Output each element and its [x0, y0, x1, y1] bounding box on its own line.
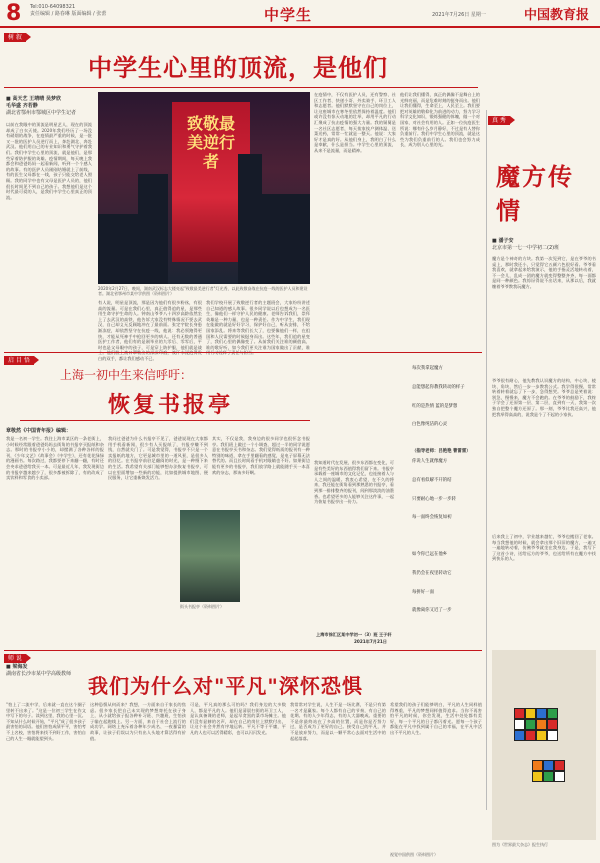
story3-col-2: 这种恐惧从何而来？我想，一方面来自于家长的焦虑。很多家长把自己未实现的梦想寄托在孩子身上，从小就给孩子报各种补习班、兴趣班，生怕孩子输在起跑线上。另一方面，来自于社会上流行的成功学。网络上充斥着各种年少成名、一夜暴富的故事，让孩子们误以为只有出人头地才算活得有价值。: [90, 702, 186, 741]
poem-col-1: 魔方是个神奇的方块。我第一次见到它，是在爷爷的书桌上，那时我还小，只觉得它五颜六色很好看。爷爷看我喜欢，就拿起来给我演示，他的手指灵活地转动着，不一会儿，乱成一团的魔方就变得整整齐齐，每一面都是同一种颜色。我惊讶得说不出话来，从那以后，我就缠着爷爷教我玩魔方。: [492, 256, 596, 289]
cube-square: [525, 719, 536, 730]
verse-line: 我仍会在夜里转动它: [412, 571, 452, 577]
cube-square: [514, 730, 525, 741]
story2-date: 2021年7月21日: [354, 639, 387, 644]
verse-line: 红的是热情 蓝的是梦想: [412, 403, 458, 409]
cube-caption: 图为《世界最大杂志》报生执行: [492, 842, 548, 847]
story3-author: ■ 梁海发: [6, 664, 28, 670]
cube-square: [547, 708, 558, 719]
header-meta: [30, 4, 106, 18]
cube-square: [532, 771, 543, 782]
verse-line: [412, 441, 465, 447]
top-story-col-3: 我们学校开展了致敬逆行者的主题班会，大家纷纷讲述自己知道的感人故事。很多同学说以后也想成为一名医生，像他们一样守护人民的健康。老师告诉我们，崇拜英雄是一种力量，也是一种责任。作为中学生，我们现在能做的就是好好学习，保护好自己，听从安排，不给国家添乱。将来等我们长大了，也要像他们一样，在祖国和人民需要的时候挺身而出。这些年，我们追的星变了，我们心里的偶像变了。从前我们关注谁的颜值高、谁的歌好听，如今我们更关注谁为国家做出了贡献，谁: [206, 300, 310, 350]
poem-col-2: 爷爷很有耐心，他先教我认识魔方的结构，中心块、棱块、角块，然后一步一步教我公式。我学得很慢，常常转着转着就忘了下一步，急得想哭。爷爷总是笑着说：别急，慢慢来，魔方不会跑的。在爷爷的鼓励下，我终于学会了还原第一层、第二层，直到有一天，我第一次独自把整个魔方还原了。那一刻，爷爷比我还高兴，他把我举得高高的，说我是个了不起的小家伙。: [492, 378, 596, 417]
story2-photo-caption: 街头书报亭（资料图片）: [180, 604, 224, 609]
top-story-photo: [98, 92, 310, 284]
masthead-logo: 中国教育报: [524, 8, 590, 23]
photo-building: [258, 194, 310, 284]
verse-line: 总能想起你教我转动的样子: [412, 385, 465, 391]
cube-square: [525, 708, 536, 719]
rubiks-cube-photo: [492, 650, 596, 840]
story2-tag: 启 目 悟: [4, 356, 34, 365]
story3-tag: 师 说: [4, 654, 26, 663]
story3-affiliation: 湖南省长沙市某中学高级教师: [6, 671, 72, 677]
top-headline: 中学生心里的顶流，是他们: [88, 53, 388, 82]
headline-rule: [4, 87, 478, 88]
top-story-col-2: 有人说，明星是顶流，那是因为他们有很多粉丝，有很高的流量。可是在我们心里，真正值得追的星，是那些用生命守护生命的人。钟南山爷爷八十四岁高龄依然坐上了去武汉的高铁，他告诉大家没有特殊情况不要去武汉，自己却义无反顾地冲在了最前面。张定宇院长身患渐冻症，却依然坚守在抗疫一线，他说：我必须跑得更快，才能从死神手中抢回更多的病人。还有无数的普通医护工作者，他们有的是刚毕业的九零后、零零后，平时也是父母眼中的孩子，可是穿上防护服，他们就是战 白的双手，都让我们感动不已。: [98, 300, 202, 361]
cube-square: [536, 730, 547, 741]
cube-square: [547, 719, 558, 730]
story3-col-1: "怕上了二流中学，后来就一直在这个圈子里转不出来了。"这是一位初三学生在作文中写下的句子。读到这里，我的心里一沉。不知从什么时候开始，"平凡"成了很多孩子最害怕的词语。他们害怕成绩平平，害怕考不上名校，害怕将来找不到好工作，害怕自己的人生一眼就能望到头。: [6, 702, 86, 741]
cube-square: [532, 760, 543, 771]
story2-intro: 上海一初中生来信呼吁：: [60, 368, 193, 382]
poem-title: 魔方传情: [496, 162, 574, 225]
story2-headline-rule: [20, 420, 310, 421]
cube-square: [543, 760, 554, 771]
byline-affiliation: 湖北省鄂州市鄂城区中学生记者: [6, 110, 77, 116]
cube-square: [554, 771, 565, 782]
verse-line: 每次我拿起魔方: [412, 366, 443, 372]
top-story-col-4: 在疫情中，不仅有医护人员，还有警察、社区工作者、快递小哥、外卖骑手、环卫工人和志愿者。他们默默坚守在自己的岗位上，让这座城市在寒冬里依然保持着温度。他们或许没有惊天动地的壮举，却用平凡的行动汇聚成了抗击疫情的强大力量。我的舅舅是一名社区志愿者，每天挨家挨户测体温、送菜送药，常常一忙就是一整天。他说：大家好才是真的好。从他们身上，我明白了什么是奉献，什么是担当。中学生心里的顶流，从来不是流量，而是精神。: [314, 92, 396, 153]
cube-square: [543, 771, 554, 782]
poem-signature: （指导老师：吕艳艳 曹雷雷）: [412, 449, 471, 454]
top-story-col-5: 他们让我们懂得，真正的偶像不是舞台上的光鲜亮丽，而是危难时刻的挺身而出。他们让我们懂得，生命至上，人民至上。我们要把对英雄的敬仰化为前进的动力，努力学习科学文化知识，锻炼强健的体魄，做一个对国家、对社会有用的人。正如一位抗疫医生所说：哪有什么岁月静好，不过是有人替你负重前行。我们中学生心里的顶流，就是这些为我们负重前行的人。我们也会努力成长，成为别人心里的光。: [400, 92, 480, 148]
photo-building: [238, 154, 262, 284]
verse-line: [412, 534, 465, 540]
photo-banner-text: 致敬最美逆行者: [186, 114, 235, 171]
story3-col-3: 可是，平凡真的那么可怕吗？我们身边的大多数人，都是平凡的人。他们是清晨扫街的环卫工人，是认真备课的老师，是起早贪黑的菜市场摊主。他们没有显赫的名声，却在自己的岗位上默默付出，让这个社会井然有序地运转。平凡不等于平庸，平凡的人也可以活得精彩，也可以闪闪发光。: [190, 702, 286, 735]
story2-byline: 章敬然《中国青年报》编辑：: [6, 428, 72, 434]
photo-building: [138, 174, 168, 284]
cube-square: [536, 708, 547, 719]
cube-square: [514, 719, 525, 730]
cube-square: [554, 760, 565, 771]
header-phone: Tel:010-64098321: [30, 4, 76, 10]
cube-square: [536, 719, 547, 730]
story3-col-4: 我常常对学生说，人生不是一场比赛，不是只有第一名才是赢家。每个人都有自己的节奏，有自己的花期。有的人少年得志，有的人大器晚成。重要的不是你最终站在了多高的位置，而是你是否努力过，是否成为了更好的自己。接受自己的平凡，并不是放弃努力，而是以一颗平常心去面对生活中的起起落落。: [290, 702, 386, 741]
top-story-col-1: 以前在我眼中的顶流是明星艺人，现在的顶流却成了白衣天使。2020年我们经历了一场没有硝烟的战争，在疫情最严重的时候，是一批又一批的医护人员逆行而上，奔赴湖北、奔赴武汉。他们用自己的专业知识和勇气守护着我们。我们中学生心里的顶流，就是他们，是那些穿着防护服的英雄。疫情期间，每天晚上我都会和爸爸妈妈一起看新闻，听到一个个感人的故事。有的医护人员刚刚结婚就上了前线，有的医生父母都在一线，孩子只能交给老人照顾。我的同学中也有父母是医护人员的，他们很长时间见不到自己的孩子。我想他们是这个时代最可爱的人，是我们中学生心里真正的顶流。: [6, 122, 92, 200]
story2-photo: [180, 510, 240, 602]
verse-line: 每拼好一面: [412, 589, 434, 595]
verse-line: 每一面终会恢复如初: [412, 515, 452, 521]
story2-headline: 恢复书报亭: [108, 392, 234, 418]
byline-names: ■ 高天艺 王靖晴 吴梦欣: [6, 96, 61, 102]
column-divider: [486, 110, 487, 810]
page-number: 8: [6, 1, 22, 26]
story2-signature: 上海市徐汇区某中学初一（3）班 王子轩: [316, 632, 392, 637]
cube-square: [547, 730, 558, 741]
story2-col-1: 我是一名初一学生。我住上海市某区的一条老街上，小时候经常跟着爸爸妈妈去街角的书报亭买报纸和杂志。那时的书报亭小小的，却摆满了各种各样的报刊，《少年文艺》《故事会》《中学生》，还有花花绿绿的漫画书。每次路过，我都要停下来翻一翻，有时还会央求爸爸给我买一本。可是最近几年，我发现街边的书报亭越来越少了，很多都被拆除了，有的改成了卖饮料和零食的小卖部。: [6, 436, 104, 481]
poem-col-3: 后来我上了初中，学业越来越忙，爷爷也搬回了老家。每当我想他的时候，就会拿出那个旧旧的魔方，一遍又一遍地转动着，仿佛爷爷就坐在我身边。于是，我写下了这首小诗，送给远方的爷爷，也送给所有在魔方中找到快乐的人。: [492, 534, 596, 562]
verse-line: 总有看似解不开的结: [412, 478, 452, 484]
top-photo-caption: 2020年2月27日，晚间，湖南武汉标志大楼亮起"致敬最美逆行者"灯光秀，以此致敬奋战在抗疫一线的医护人员和建设者。湖北省鄂州市某中学供图（资料图片）: [98, 286, 308, 297]
poem-verses: [412, 354, 465, 621]
section-rule: [4, 650, 482, 651]
section-title: 中学生: [264, 6, 313, 24]
poem-affiliation: 北京市第一七一中学初二(2)班: [492, 245, 560, 251]
byline-names-2: 毛华盛 齐若静: [6, 103, 38, 109]
section-tag: 树 叙: [4, 33, 26, 42]
verse-line: 白色像纯洁的心灵: [412, 422, 448, 428]
verse-line: 你说人生就像魔方: [412, 459, 448, 465]
story3-photo-caption: 视觉中国供图（资料图片）: [390, 852, 438, 857]
section-rule: [4, 352, 482, 353]
story2-col-2: 我问过爸爸为什么书报亭不见了，爸爸说现在大家都用手机看新闻，很少有人买报纸了，书报亭赚不到钱，自然就关门了。可是我觉得，书报亭不只是一个卖报纸的地方，它更是城市里的一道风景，是很多人的回忆。在书报亭前驻足翻阅的时光，是一种慢下来的生活。我希望有关部门能够想办法恢复书报亭，可以在里面增加一些新的功能，比如提供城市地图、便民服务，让它重新焕发活力。: [108, 436, 208, 481]
issue-date: 2021年7月26日 星期一: [432, 12, 486, 18]
verse-line: 就像离你又近了一步: [412, 608, 452, 614]
cube-square: [525, 730, 536, 741]
cube-square: [514, 708, 525, 719]
header-editors: 责任编辑 / 路春琳 版面编辑 / 张蕾: [30, 11, 107, 17]
story3-byline: [6, 664, 96, 678]
story2-col-3: 其实，不仅是我，我身边的很多同学也很怀念书报亭。我们班上做过一个小调查，超过一半的同学说愿意在书报亭买书和杂志。我们觉得纸质的报刊有一种特别的味道，拿在手里翻看的感觉，是电子屏幕无法替代的。而且长时间看手机对眼睛也不好。如果街边能有更多的书报亭，我们放学路上就能随手买一本喜欢的杂志，那该多好啊。: [212, 436, 310, 475]
poem-tag: 真 秀: [488, 116, 510, 125]
story3-headline: 我们为什么对"平凡"深怀恐惧: [88, 674, 363, 698]
story3-col-5: 希望我们的孩子们能够明白，平凡的人生同样值得尊重，平凡的梦想同样值得追求。当你不再害怕平凡的时候，你会发现，生活中处处都有美好，每一个平凡的日子都闪着光。愿每一个孩子都能在平凡中找到属于自己的幸福，在平凡中活出不平凡的人生。: [390, 702, 482, 735]
poem-byline: [492, 238, 596, 252]
poem-author: ■ 潘子安: [492, 238, 514, 244]
verse-line: 只要耐心地一步一步转: [412, 496, 456, 502]
page-header: [0, 0, 600, 28]
story2-col-4: 我知道时代在发展，很多东西都在变化，可是有些美好的东西值得我们留下来。书报亭承载着一座城市的文化记忆，也连接着人与人之间的温暖。我衷心希望，在不久的将来，我还能在街角看到那熟悉的书报亭，看到那一排排整齐的报刊，闻到那淡淡的油墨香。也希望更多的人能够关注这件事，一起为恢复书报亭出一份力。: [314, 460, 394, 505]
verse-line: 如今你已远在他乡: [412, 552, 448, 558]
